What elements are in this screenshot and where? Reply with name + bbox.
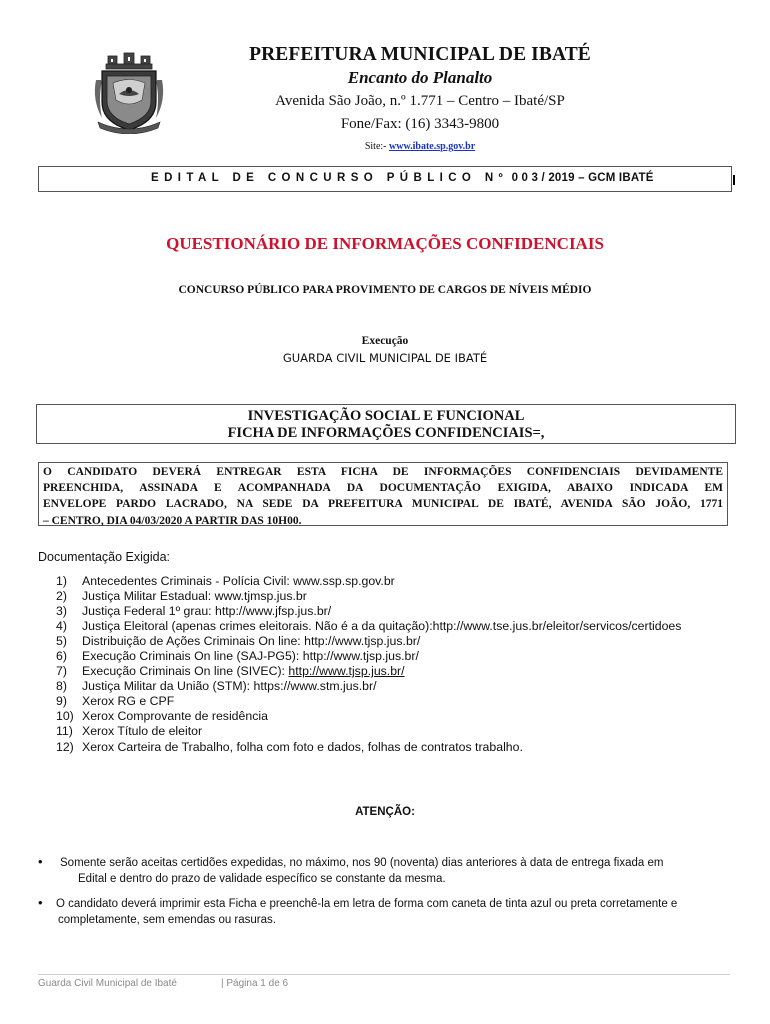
sivec-link[interactable]: http://www.tjsp.jus.br/ [288, 664, 405, 679]
list-item: 6) Execução Criminais On line (SAJ-PG5): http://www.tjsp.jus.br/ [56, 649, 419, 664]
footer-divider [38, 974, 730, 975]
edital-title: EDITAL DE CONCURSO PÚBLICO Nº [151, 172, 509, 184]
investigation-line-2: FICHA DE INFORMAÇÕES CONFIDENCIAIS=, [227, 425, 545, 441]
list-item: 3) Justiça Federal 1º grau: http://www.jfsp.jus.br/ [56, 604, 332, 619]
list-item: 9) Xerox RG e CPF [56, 694, 175, 709]
list-item: 12) Xerox Carteira de Trabalho, folha com foto e dados, folhas de contratos trabalho. [56, 739, 523, 754]
list-item: 5) Distribuição de Ações Criminais On line: http://www.tjsp.jus.br/ [56, 634, 421, 649]
investigation-line-1: INVESTIGAÇÃO SOCIAL E FUNCIONAL [247, 408, 525, 424]
list-item: 1) Antecedentes Criminais - Polícia Civil: www.ssp.sp.gov.br [56, 574, 395, 588]
questionnaire-title: QUESTIONÁRIO DE INFORMAÇÕES CONFIDENCIAIS [166, 234, 604, 253]
notice-line-3: ENVELOPE PARDO LACRADO, NA SEDE DA PREFEITURA MUNICIPAL DE IBATÉ, AVENIDA SÃO JOÃO, 1771 [43, 498, 723, 511]
notice-line-2: PREENCHIDA, ASSINADA E ACOMPANHADA DA DOCUMENTAÇÃO EXIGIDA, ABAIXO INDICADA EM [43, 482, 723, 495]
attention-bullet-1: • Somente serão aceitas certidões expedidas, no máximo, nos 90 (noventa) dias anteriores à data de entrega fixada em Edital e dentro do prazo de validade específico se constante da mesma. [38, 854, 664, 885]
list-item: 2) Justiça Militar Estadual: www.tjmsp.jus.br [56, 589, 307, 604]
organization-address: Avenida São João, n.º 1.771 – Centro – Ibaté/SP [275, 93, 565, 109]
organization-phone: Fone/Fax: (16) 3343-9800 [340, 116, 500, 132]
edital-number: 0 0 3 / 2019 – GCM IBATÉ [508, 172, 654, 184]
list-item: 8) Justiça Militar da União (STM): https://www.stm.jus.br/ [56, 679, 377, 694]
candidate-notice-box [38, 462, 728, 526]
execucao-label: Execução [361, 335, 409, 347]
footer-page-number: | Página 1 de 6 [221, 978, 289, 989]
site-link[interactable]: www.ibate.sp.gov.br [389, 141, 476, 152]
list-item: 4) Justiça Eleitoral (apenas crimes eleitorais. Não é a da quitação):http://www.tse.jus.br/eleitor/servicos/certidoes [56, 619, 682, 634]
attention-heading: ATENÇÃO: [355, 806, 415, 818]
notice-line-1: O CANDIDATO DEVERÁ ENTREGAR ESTA FICHA DE INFORMAÇÕES CONFIDENCIAIS DEVIDAMENTE [43, 466, 723, 478]
site-label: Site:- [364, 141, 387, 152]
footer-organization: Guarda Civil Municipal de Ibaté [38, 978, 177, 989]
edital-banner [38, 166, 732, 192]
list-item: 11) Xerox Título de eleitor [56, 724, 203, 739]
organization-slogan: Encanto do Planalto [347, 68, 493, 87]
documents-heading: Documentação Exigida: [38, 550, 171, 564]
documents-list [56, 574, 681, 755]
notice-line-4: – CENTRO, DIA 04/03/2020 A PARTIR DAS 10H00. [43, 514, 302, 527]
municipal-crest-logo [92, 50, 166, 134]
concurso-subtitle: CONCURSO PÚBLICO PARA PROVIMENTO DE CARGOS DE NÍVEIS MÉDIO [178, 284, 592, 296]
list-item: 10) Xerox Comprovante de residência [56, 709, 268, 724]
bullet-icon: • [38, 854, 43, 869]
execucao-value: GUARDA CIVIL MUNICIPAL DE IBATÉ [282, 351, 488, 365]
edital-border-mark [733, 175, 735, 185]
bullet-icon: • [38, 895, 43, 910]
attention-bullet-2: • O candidato deverá imprimir esta Ficha e preenchê-la em letra de forma com caneta de tinta azul ou preta corretamente e completamente, sem emendas ou rasuras. [38, 895, 678, 926]
organization-name: PREFEITURA MUNICIPAL DE IBATÉ [249, 44, 591, 65]
investigation-box [36, 404, 736, 444]
site-line [160, 141, 680, 152]
list-item: 7) Execução Criminais On line (SIVEC): http://www.tjsp.jus.br/ [56, 664, 405, 679]
